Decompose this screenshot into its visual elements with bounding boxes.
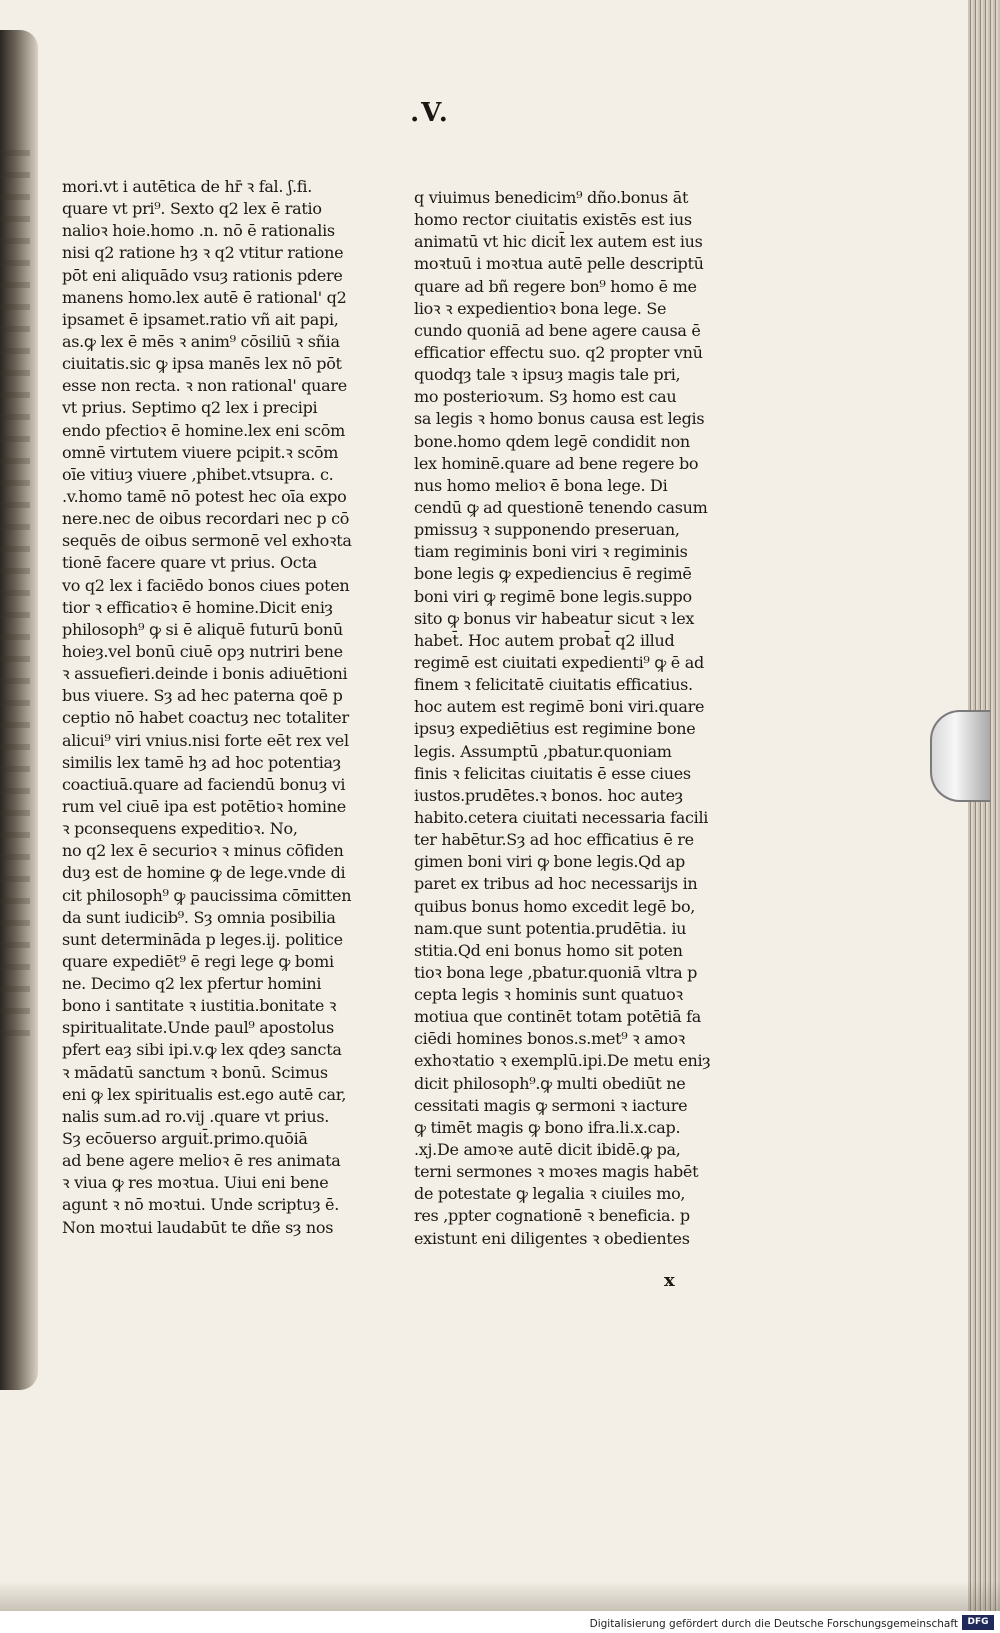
text-line: nisi q2 ratione hȝ ꝛ q2 vtitur ratione [62,243,344,263]
text-line: oīe vitiuȝ viuere ,phibet.vtsupra. c. [62,464,334,484]
text-line: duȝ est de homine ꝙ de lege.vnde di [62,863,346,883]
text-line: cessitati magis ꝙ sermoni ꝛ iacture [414,1095,688,1115]
text-line: ꝛ mādatū sanctum ꝛ bonū. Scimus [62,1062,328,1082]
text-line: quibus bonus homo excedit legē bo, [414,896,696,916]
text-line: sa legis ꝛ homo bonus causa est legis [414,409,705,429]
text-line: stitia.Qd eni bonus homo sit poten [414,940,683,960]
text-line: bus viuere. Sȝ ad hec paterna qoē p [62,686,343,706]
text-line: exhoꝛtatio ꝛ exemplū.ipi.De metu eniȝ [414,1051,711,1071]
text-line: finis ꝛ felicitas ciuitatis ē esse ciues [414,763,691,783]
book-page-edges [968,0,1000,1633]
text-line: omnē virtutem viuere pcipit.ꝛ scōm [62,442,339,462]
text-line: ad bene agere melioꝛ ē res animata [62,1151,341,1171]
text-line: cit philosoph⁹ ꝙ paucissima cōmitten [62,885,352,905]
text-line: animatū vt hic dicit̄ lex autem est ius [414,232,703,252]
text-line: tioꝛ bona lege ,pbatur.quoniā vltra p [414,962,698,982]
page-clip [930,710,990,802]
page-heading: .V. [410,98,450,128]
text-line: res ,ppter cognationē ꝛ beneficia. p [414,1206,690,1226]
text-line: Non moꝛtui laudabūt te dñe sȝ nos [62,1217,334,1237]
text-line: hoieȝ.vel bonū ciuē opȝ nutriri bene [62,641,343,661]
text-line: bono i santitate ꝛ iustitia.bonitate ꝛ [62,996,337,1016]
text-line: q viuimus benedicim⁹ dño.bonus āt [414,188,689,207]
text-line: cendū ꝙ ad questionē tenendo casum [414,497,708,517]
text-line: ꝛ assuefieri.deinde i bonis adiuētioni [62,664,348,684]
text-line: rum vel ciuē ipa est potētioꝛ homine [62,796,346,816]
text-line: eni ꝙ lex spiritualis est.ego autē car, [62,1084,347,1104]
text-line: ipsamet ē ipsamet.ratio vñ ait papi, [62,309,339,329]
text-line: spiritualitate.Unde paul⁹ apostolus [62,1018,334,1038]
text-line: nere.nec de oibus recordari nec p cō [62,509,350,529]
text-line: ciuitatis.sic ꝙ ipsa manēs lex nō pōt [62,354,342,374]
text-line: as.ꝙ lex ē mēs ꝛ anim⁹ cōsiliū ꝛ sñia [62,331,340,351]
text-line: ne. Decimo q2 lex pfertur homini [62,974,322,994]
text-line: ꝛ pconsequens expeditioꝛ. No, [62,819,298,839]
text-line: Sȝ ecōuerso arguit̄.primo.quōiā [62,1129,308,1149]
text-line: de potestate ꝙ legalia ꝛ ciuiles mo, [414,1184,686,1204]
text-line: esse non recta. ꝛ non rational' quare [62,376,347,396]
text-line: mo posterioꝛum. Sȝ homo est cau [414,387,677,407]
text-line: ter habētur.Sȝ ad hoc efficatius ē re [414,830,694,850]
text-line: ꝙ timēt magis ꝙ bono ifra.li.x.cap. [414,1117,681,1137]
text-line: ceptio nō habet coactuȝ nec totaliter [62,708,349,728]
text-line: bone legis ꝙ expediencius ē regimē [414,564,692,584]
text-line: finem ꝛ felicitatē ciuitatis efficatius. [414,675,693,695]
text-line: homo rector ciuitatis existēs est ius [414,210,692,230]
dfg-logo: DFG [962,1615,994,1630]
text-line: paret ex tribus ad hoc necessarijs in [414,874,698,894]
text-line: habet̄. Hoc autem probat̄ q2 illud [414,630,675,650]
text-line: agunt ꝛ nō moꝛtui. Unde scriptuȝ ē. [62,1195,339,1215]
text-line: lioꝛ ꝛ expedientioꝛ bona lege. Se [414,298,667,318]
text-line: pōt eni aliquādo vsuȝ rationis pdere [62,265,343,285]
text-line: alicui⁹ viri vnius.nisi forte eēt rex vel [62,730,349,750]
text-line: .xj.De amoꝛe autē dicit ibidē.ꝙ pa, [414,1140,681,1160]
text-line: lex hominē.quare ad bene regere bo [414,453,699,473]
text-line: nalioꝛ hoie.homo .n. nō ē rationalis [62,221,335,241]
text-line: tiam regiminis boni viri ꝛ regiminis [414,542,688,562]
text-line: coactiuā.quare ad faciendū bonuȝ vi [62,774,346,794]
text-line: ꝛ viua ꝙ res moꝛtua. Uiui eni bene [62,1173,329,1193]
text-line: iustos.prudētes.ꝛ bonos. hoc auteȝ [414,785,683,805]
text-line: bone.homo qdem legē condidit non [414,431,690,451]
text-line: habito.cetera ciuitati necessaria facili [414,807,709,827]
text-line: sito ꝙ bonus vir habeatur sicut ꝛ lex [414,608,695,628]
text-line: philosoph⁹ ꝙ si ē aliquē futurū bonū [62,619,343,639]
text-line: legis. Assumptū ,pbatur.quoniam [414,741,672,761]
text-line: cundo quoniā ad bene agere causa ē [414,320,701,340]
text-line: boni viri ꝙ regimē bone legis.suppo [414,586,692,606]
text-line: similis lex tamē hȝ ad hoc potentiaȝ [62,752,341,772]
text-line: quare ad bñ regere bon⁹ homo ē me [414,276,697,296]
text-line: .v.homo tamē nō potest hec oīa expo [62,486,347,506]
signature-mark: x [664,1270,675,1291]
text-line: pmissuȝ ꝛ supponendo preseruan, [414,520,680,540]
text-line: existunt eni diligentes ꝛ obedientes [414,1228,690,1248]
text-line: nam.que sunt potentia.prudētia. iu [414,918,687,938]
text-line: ipsuȝ expediētius est regimine bone [414,719,696,739]
page-bottom-shadow [0,1581,1000,1611]
text-line: sunt determināda p leges.ij. politice [62,929,343,949]
text-line: moꝛtuū i moꝛtua autē pelle descriptū [414,254,704,274]
text-line: efficatior effectu suo. q2 propter vnū [414,342,703,362]
text-line: vo q2 lex i faciēdo bonos ciues poten [62,575,350,595]
text-line: pfert eaȝ sibi ipi.v.ꝙ lex qdeȝ sancta [62,1040,342,1060]
text-line: terni sermones ꝛ moꝛes magis habēt [414,1162,699,1182]
left-text-column [62,176,352,1239]
text-line: mori.vt i autētica de hr̄ ꝛ fal. ʃ.fi. [62,177,313,196]
text-line: manens homo.lex autē ē rational' q2 [62,287,347,307]
text-line: tionē facere quare vt prius. Octa [62,553,317,573]
text-line: nalis sum.ad ro.vij .quare vt prius. [62,1106,330,1126]
funding-credit: Digitalisierung gefördert durch die Deutsche Forschungsgemeinschaft [589,1618,958,1630]
right-text-column [414,187,714,1250]
text-line: gimen boni viri ꝙ bone legis.Qd ap [414,852,685,872]
text-line: regimē est ciuitati expedienti⁹ ꝙ ē ad [414,652,704,672]
text-line: nus homo melioꝛ ē bona lege. Di [414,475,668,495]
footer-bar [0,1611,1000,1633]
text-line: cepta legis ꝛ hominis sunt quatuoꝛ [414,985,683,1005]
text-line: vt prius. Septimo q2 lex i precipi [62,398,318,418]
text-line: no q2 lex ē securioꝛ ꝛ minus cōfiden [62,841,344,861]
text-line: ciēdi homines bonos.s.met⁹ ꝛ amoꝛ [414,1029,685,1049]
text-line: dicit philosoph⁹.ꝙ multi obediūt ne [414,1073,686,1093]
facing-page-text-bleed [0,150,30,1050]
text-line: da sunt iudicib⁹. Sȝ omnia posibilia [62,907,336,927]
text-line: endo pfectioꝛ ē homine.lex eni scōm [62,420,345,440]
text-line: tior ꝛ efficatioꝛ ē homine.Dicit eniȝ [62,597,333,617]
text-line: motiua que continēt totam potētiā fa [414,1007,702,1027]
text-line: hoc autem est regimē boni viri.quare [414,697,705,717]
text-line: quare expediēt⁹ ē regi lege ꝙ bomi [62,951,334,971]
text-line: sequēs de oibus sermonē vel exhoꝛta [62,531,352,551]
text-line: quodqȝ tale ꝛ ipsuȝ magis tale pri, [414,365,681,385]
text-line: quare vt pri⁹. Sexto q2 lex ē ratio [62,199,322,219]
